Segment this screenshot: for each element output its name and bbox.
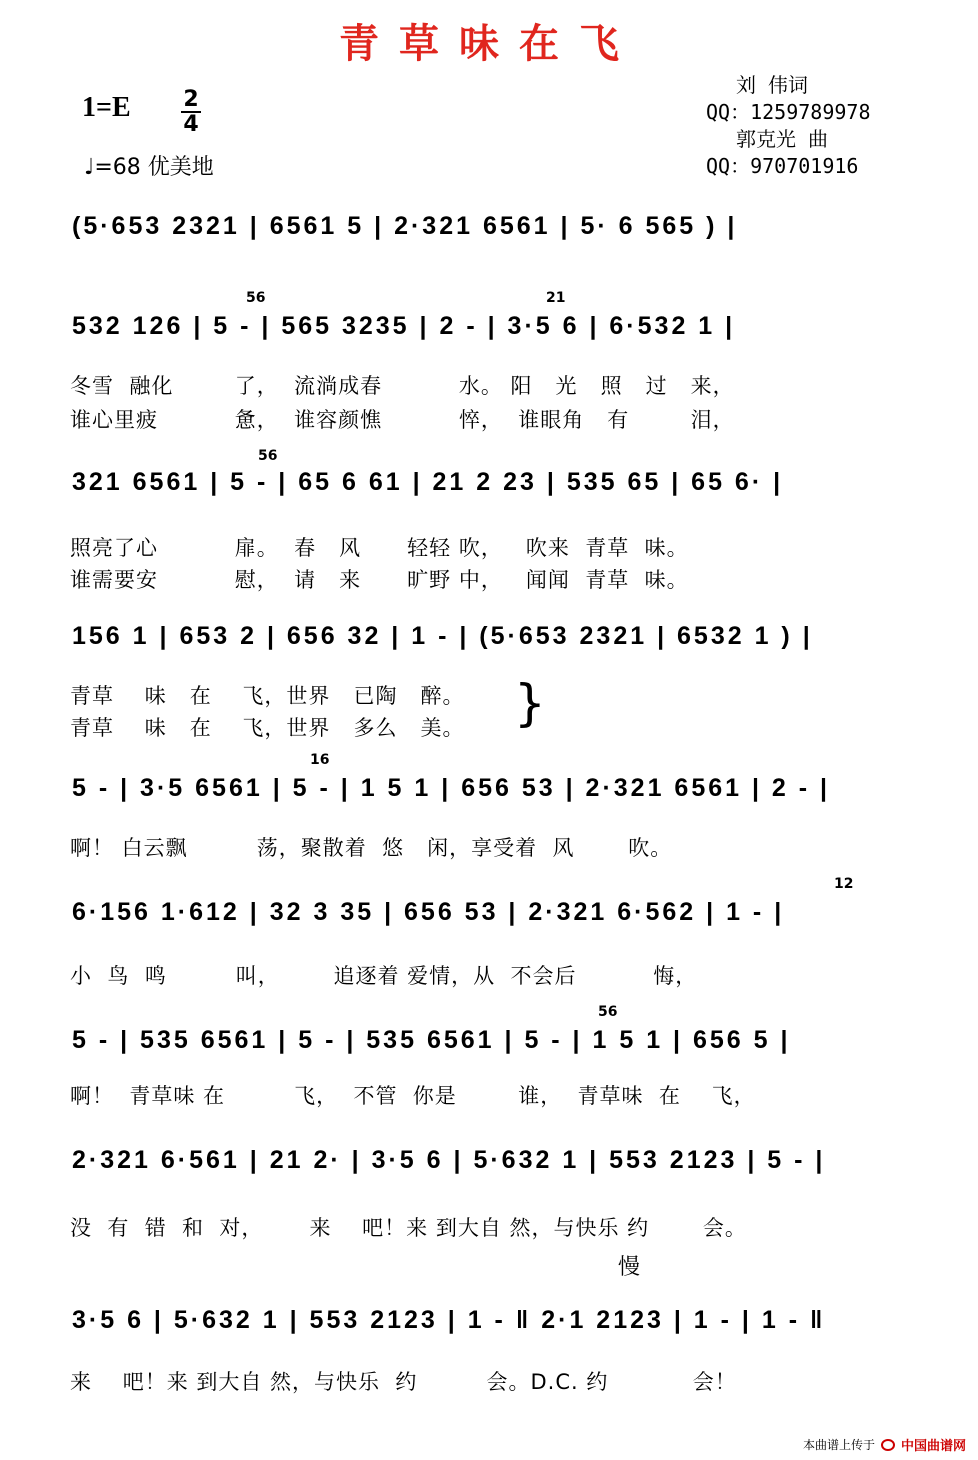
lyric-line: 冬雪 融化 了， 流淌成春 水。 阳 光 照 过 来， (70, 374, 735, 398)
lyric-line: 来 吧！来 到大自 然，与快乐 约 会。D.C. 约 会！ (70, 1370, 737, 1394)
notation-text: (5·653 2321 | 6561 5 | 2·321 6561 | 5· 6 565 ) | (72, 212, 738, 240)
lyric-line: 照亮了心 扉。 春 风 轻轻 吹， 吹来 青草 味。 (70, 536, 689, 560)
credits (706, 72, 871, 180)
lyricist: 刘 伟词 (736, 73, 809, 97)
notation-row-2 (66, 312, 924, 362)
notation-row-9 (66, 1306, 924, 1356)
notation-text: 321 6561 | 5 - | 65 6 61 | 21 2 23 | 535 65 | 65 6· | (72, 468, 784, 496)
site-logo-icon (881, 1439, 895, 1451)
notation-text: 6·156 1·612 | 32 3 35 | 656 53 | 2·321 6·562 | 1 - | (72, 898, 785, 926)
slow-marking: 慢 (618, 1255, 641, 1280)
lyric-line: 小 鸟 鸣 叫， 追逐着 爱情，从 不会后 悔， (70, 964, 698, 988)
grace-note: 21 (546, 290, 566, 306)
notation-text: 5 - | 3·5 6561 | 5 - | 1 5 1 | 656 53 | 2·321 6561 | 2 - | (72, 774, 831, 802)
tempo-marking: ♩=68 优美地 (84, 155, 214, 180)
notation-row-6 (66, 898, 924, 948)
notation-row-3 (66, 468, 924, 518)
grace-note: 56 (598, 1004, 618, 1020)
lyricist-qq: QQ：1259789978 (706, 100, 871, 124)
key-signature: 1=E (82, 92, 131, 123)
site-name: 中国曲谱网 (900, 1439, 966, 1454)
notation-row-7 (66, 1026, 924, 1076)
notation-row-8 (66, 1146, 924, 1196)
grace-note: 12 (834, 876, 854, 892)
time-signature-bottom: 4 (183, 112, 199, 137)
notation-text: 156 1 | 653 2 | 656 32 | 1 - | (5·653 2321 | 6532 1 ) | (72, 622, 813, 650)
composer-qq: QQ：970701916 (706, 154, 859, 178)
time-signature-top: 2 (183, 87, 199, 112)
grace-note: 56 (246, 290, 266, 306)
repeat-brace: } (514, 674, 546, 732)
lyric-line: 啊！ 青草味 在 飞， 不管 你是 谁， 青草味 在 飞， (70, 1084, 756, 1108)
lyric-line: 谁心里疲 惫， 谁容颜憔 悴， 谁眼角 有 泪， (70, 408, 735, 432)
lyric-line: 青草 味 在 飞，世界 已陶 醉。 (70, 684, 465, 708)
notation-text: 5 - | 535 6561 | 5 - | 535 6561 | 5 - | 1 5 1 | 656 5 | (72, 1026, 791, 1054)
notation-text: 532 126 | 5 - | 565 3235 | 2 - | 3·5 6 | 6·532 1 | (72, 312, 736, 340)
notation-row-5 (66, 774, 924, 824)
lyric-line: 啊！ 白云飘 荡，聚散着 悠 闲，享受着 风 吹。 (70, 836, 673, 860)
lyric-line: 青草 味 在 飞，世界 多么 美。 (70, 716, 465, 740)
notation-row-4 (66, 622, 924, 672)
composer: 郭克光 曲 (736, 127, 829, 151)
page-title: 青草味在飞 (339, 20, 639, 67)
grace-note: 56 (258, 448, 278, 464)
notation-row-1 (66, 212, 924, 262)
lyric-line: 没 有 错 和 对， 来 吧！来 到大自 然，与快乐 约 会。 (70, 1216, 747, 1240)
lyric-line: 谁需要安 慰， 请 来 旷野 中， 闻闻 青草 味。 (70, 568, 689, 592)
time-signature (178, 88, 204, 136)
footer-uploaded-text: 本曲谱上传于 (802, 1438, 875, 1452)
footer (803, 1435, 966, 1454)
grace-note: 16 (310, 752, 330, 768)
notation-text: 3·5 6 | 5·632 1 | 553 2123 | 1 - ‖ 2·1 2123 | 1 - | 1 - ‖ (72, 1306, 826, 1334)
notation-text: 2·321 6·561 | 21 2· | 3·5 6 | 5·632 1 | 553 2123 | 5 - | (72, 1146, 826, 1174)
